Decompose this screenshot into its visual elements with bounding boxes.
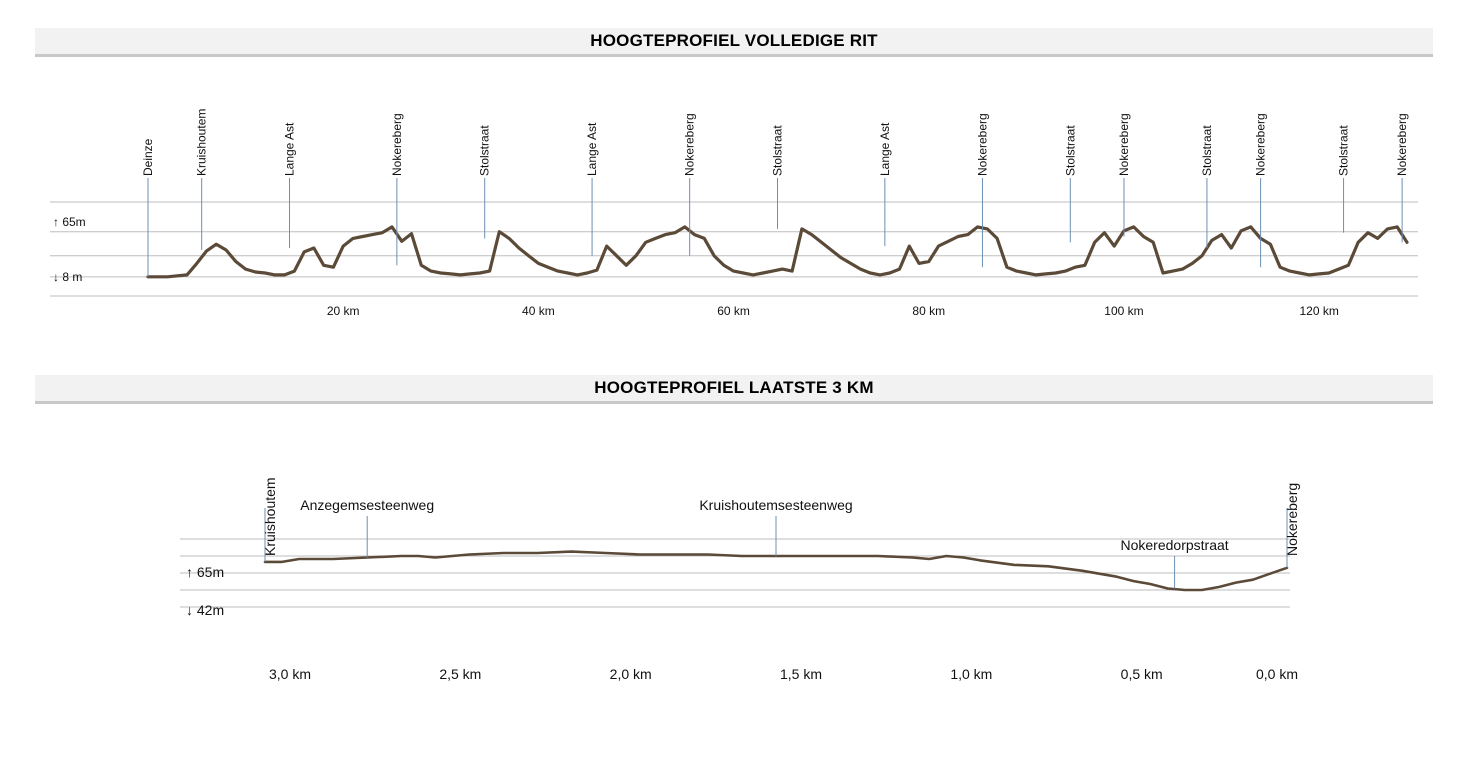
y-axis-label: ↓ 42m (186, 602, 225, 618)
annotation-label: Stolstraat (770, 125, 785, 176)
annotation-label: Stolstraat (1336, 125, 1351, 176)
x-tick-label: 20 km (326, 304, 360, 318)
annotation-label: Kruishoutem (194, 108, 209, 176)
elevation-line (148, 227, 1407, 277)
annotation-label: Lange Ast (585, 122, 600, 176)
x-tick-label: 120 km (1299, 304, 1339, 318)
x-tick-label: 60 km (717, 304, 750, 318)
elevation-line (265, 552, 1287, 590)
x-tick-label: 1,0 km (950, 666, 993, 682)
annotation-label: Nokeredorpstraat (1120, 537, 1229, 553)
annotation-label: Nokereberg (1395, 113, 1410, 176)
x-tick-label: 2,5 km (439, 666, 482, 682)
annotation-label: Stolstraat (1199, 125, 1214, 176)
annotation-label: Stolstraat (477, 125, 492, 176)
x-tick-label: 3,0 km (268, 666, 312, 682)
x-tick-label: 1,5 km (779, 666, 823, 682)
x-tick-label: 0,5 km (1120, 666, 1163, 682)
chart-title-last-3km: HOOGTEPROFIEL LAATSTE 3 KM (35, 375, 1433, 404)
x-tick-label: 2,0 km (609, 666, 652, 682)
annotation-label: Kruishoutemsesteenweg (699, 497, 853, 513)
annotation-label: Nokereberg (1253, 113, 1268, 176)
annotation-label: Anzegemsesteenweg (300, 497, 435, 513)
x-tick-label: 80 km (912, 304, 946, 318)
annotation-label: Lange Ast (282, 122, 297, 176)
annotation-label: Nokereberg (682, 113, 697, 176)
annotation-label: Stolstraat (1063, 125, 1078, 176)
x-tick-label: 40 km (522, 304, 555, 318)
annotation-label: Deinze (141, 138, 155, 176)
annotation-label: Lange Ast (877, 122, 892, 176)
y-axis-label: ↑ 65m (53, 215, 86, 230)
elevation-chart-full-ride (0, 60, 1482, 400)
annotation-label: Nokereberg (975, 113, 990, 176)
annotation-label: Nokereberg (1284, 482, 1300, 556)
annotation-label: Nokereberg (1116, 113, 1131, 176)
annotation-label: Kruishoutem (262, 477, 278, 556)
annotation-label: Nokereberg (389, 113, 404, 176)
y-axis-label: ↓ 8 m (53, 269, 83, 284)
chart-title-full-ride: HOOGTEPROFIEL VOLLEDIGE RIT (35, 28, 1433, 57)
elevation-chart-last-3km (0, 420, 1482, 720)
x-tick-label: 100 km (1104, 304, 1144, 318)
x-tick-label: 0,0 km (1255, 666, 1299, 682)
y-axis-label: ↑ 65m (186, 564, 225, 580)
